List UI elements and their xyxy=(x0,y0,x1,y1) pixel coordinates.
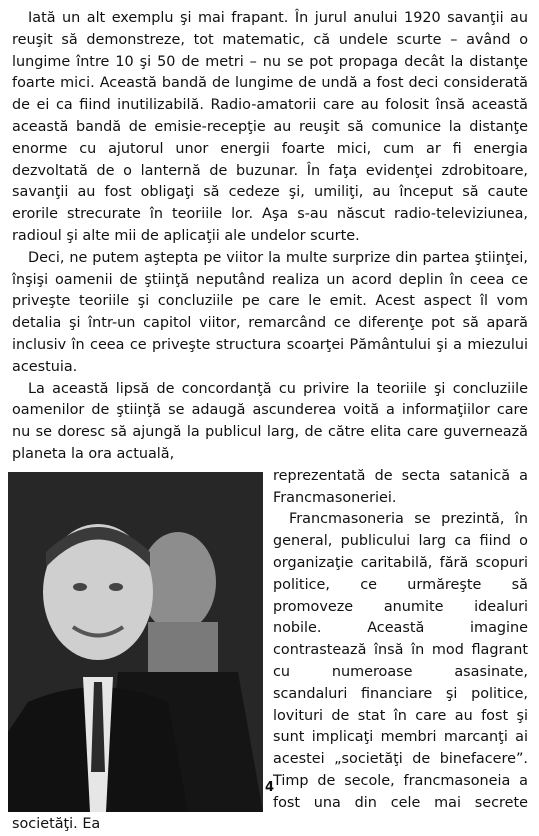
paragraph-2: Deci, ne putem aştepta pe viitor la multe surprize din partea ştiinţei, înşişi oamenii de ştiinţă neputând realiza un acord deplin în ceea ce priveşte teoriile şi concluziile pe care le emit. Acest aspect îl vom detalia şi într-un capitol viitor, remarcând ce diferenţe pot să apară inclusiv în ceea ce priveşte structura scoarţei Pământului şi a miezului acestuia. xyxy=(12,249,528,375)
paragraph-3-part-2: reprezentată de secta satanică a Francmasoneriei. xyxy=(273,467,528,506)
page-number: 4 xyxy=(264,780,275,795)
photograph-two-men xyxy=(8,472,263,812)
paragraph-3-part-1: La această lipsă de concordanţă cu privire la teoriile şi concluziile oamenilor de ştiinţă se adaugă ascunderea voită a informaţiilor care nu se doresc să ajungă la publicul larg, de către elita care guvernează planeta la ora actuală, xyxy=(12,380,528,462)
photograph xyxy=(8,472,263,812)
paragraph-4: Francmasoneria se prezintă, în general, publicului larg ca fiind o organizaţie caritabilă, fără scopuri politice, ce urmăreşte să promoveze anumite idealuri nobile. Această imagine contrastează însă în mod flagrant cu numeroase asasinate, scandaluri financiare şi politice, lovituri de stat în care au fost şi sunt implicaţi membri marcanţi ai acestei „societăţi de binefacere”. Timp de secole, francmasoneia a fost una din cele mai secrete societăţi. Ea xyxy=(12,511,528,833)
page-text xyxy=(12,8,528,836)
paragraph-1: Iată un alt exemplu şi mai frapant. În jurul anului 1920 savanţii au reuşit să demonstreze, tot matematic, că undele scurte – având o lungime între 10 şi 50 de metri – nu se pot propaga decât la distanţe foarte mici. Această bandă de lungime de undă a fost deci considerată de ei ca fiind inutilizabilă. Radio-amatorii care au folosit însă această această bandă de emisie-recepţie au reuşit să comunice la distanţe enorme cu ajutorul unor energii foarte mici, cum ar fi energia dezvoltată de o lanternă de buzunar. În faţa evidenţei zdrobitoare, savanţii au fost obligaţi să cedeze şi, umiliţi, au început să caute erorile strecurate în teoriile lor. Aşa s-au născut radio-televiziunea, radioul şi alte mii de aplicaţii ale undelor scurte. xyxy=(12,10,528,244)
